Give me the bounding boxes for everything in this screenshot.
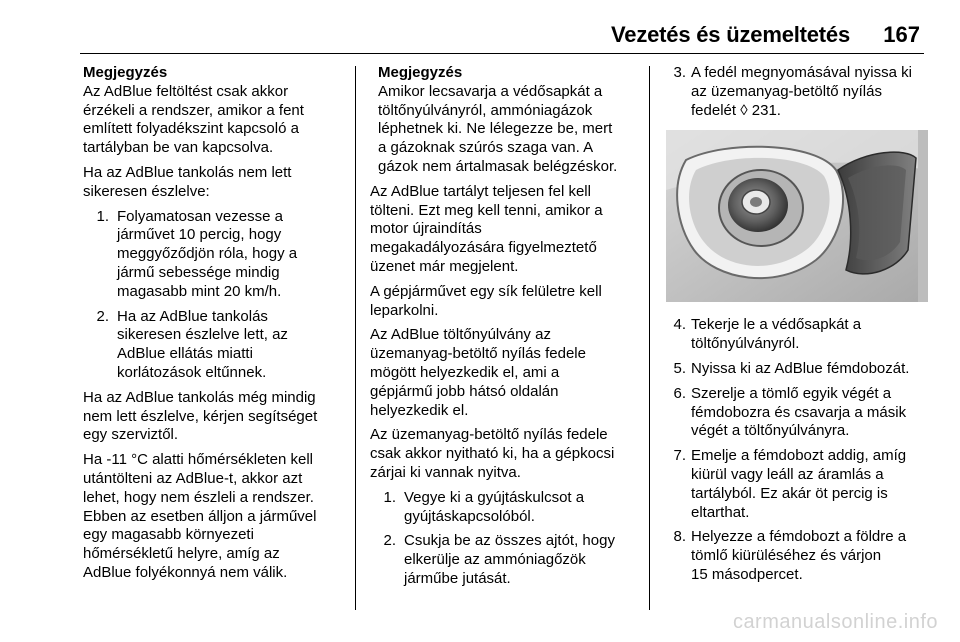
step-item bbox=[370, 489, 635, 527]
text-line: hőmérsékletű helyre, amíg az bbox=[83, 545, 280, 563]
paragraph bbox=[370, 426, 635, 482]
step-number: 2. bbox=[96, 307, 109, 325]
column-middle bbox=[370, 64, 635, 595]
text-line: Ha az AdBlue tankolás bbox=[117, 307, 268, 325]
text-line: töltőnyúlványról, ammóniagázok bbox=[378, 101, 593, 119]
text-line: tölteni. Ezt meg kell tenni, amikor a bbox=[370, 201, 603, 219]
step-number: 5. bbox=[673, 359, 686, 377]
text-line: az üzemanyag-betöltő nyílás bbox=[691, 82, 882, 100]
note-title: Megjegyzés bbox=[83, 64, 168, 81]
text-line: járművet 10 percig, hogy bbox=[117, 226, 282, 244]
text-line: fémdobozra és csavarja a másik bbox=[691, 403, 907, 421]
paragraph bbox=[370, 283, 635, 321]
text-line: léphetnek ki. Ne lélegezze be, mert bbox=[378, 120, 613, 138]
text-line: A gépjárművet egy sík felületre kell bbox=[370, 282, 602, 300]
column-divider bbox=[649, 66, 650, 610]
text-line: végét a töltőnyúlványra. bbox=[691, 422, 850, 440]
step-number: 2. bbox=[383, 532, 396, 550]
text-line: AdBlue folyékonnyá nem válik. bbox=[83, 563, 288, 581]
step-item bbox=[666, 316, 930, 354]
text-line: meggyőződjön róla, hogy a bbox=[117, 245, 298, 263]
text-line: gázok nem ártalmasak belégzéskor. bbox=[378, 157, 618, 175]
text-line: járműbe jutását. bbox=[404, 569, 511, 587]
step-number: 4. bbox=[673, 316, 686, 334]
text-line: lehet, hogy nem észleli a rendszer. bbox=[83, 488, 314, 506]
text-line: Az AdBlue töltőnyúlvány az bbox=[370, 326, 551, 344]
note-box bbox=[83, 64, 345, 158]
step-text bbox=[117, 208, 297, 300]
text-line: Helyezze a fémdobozt a földre a bbox=[691, 528, 907, 546]
text-line: töltőnyúlványról. bbox=[691, 335, 800, 353]
text-line: egy szerviztől. bbox=[83, 426, 179, 444]
page-title: Vezetés és üzemeltetés bbox=[611, 22, 850, 47]
text-line: csak akkor nyitható ki, ha a gépkocsi bbox=[370, 445, 615, 463]
fuel-filler-illustration bbox=[666, 130, 928, 302]
text-line: Emelje a fémdobozt addig, amíg bbox=[691, 447, 907, 465]
step-item bbox=[666, 447, 930, 522]
step-list bbox=[666, 64, 930, 120]
step-text bbox=[691, 316, 861, 352]
step-item bbox=[83, 308, 345, 383]
text-line: Az AdBlue feltöltést csak akkor bbox=[83, 82, 289, 100]
step-number: 3. bbox=[673, 64, 686, 81]
text-line: Folyamatosan vezesse a bbox=[117, 207, 283, 225]
text-line: Ha -11 °C alatti hőmérsékleten kell bbox=[83, 451, 313, 469]
text-line: elkerülje az ammóniagőzök bbox=[404, 551, 586, 569]
step-number: 1. bbox=[383, 488, 396, 506]
step-item bbox=[666, 385, 930, 441]
text-line: korlátozások eltűnnek. bbox=[117, 363, 267, 381]
paragraph bbox=[83, 389, 345, 445]
text-line: zárjai ki vannak nyitva. bbox=[370, 463, 521, 481]
text-line: tömlő kiürüléséhez és várjon bbox=[691, 547, 882, 565]
text-line: 15 másodpercet. bbox=[691, 565, 803, 583]
column-left bbox=[83, 64, 345, 589]
text-line: sikeresen észlelve: bbox=[83, 182, 210, 200]
step-number: 7. bbox=[673, 447, 686, 465]
text-line: gyújtáskapcsolóból. bbox=[404, 507, 535, 525]
text-line: helyezkedik el. bbox=[370, 401, 469, 419]
note-box bbox=[370, 64, 635, 177]
text-line: motor újraindítás bbox=[370, 220, 482, 238]
step-list bbox=[83, 208, 345, 383]
step-item bbox=[666, 360, 930, 379]
text-line: érzékeli a rendszer, amikor a fent bbox=[83, 101, 304, 119]
step-list bbox=[370, 489, 635, 589]
step-item bbox=[666, 528, 930, 584]
text-line: a gázoknak szúrós szaga van. A bbox=[378, 139, 594, 157]
step-item bbox=[83, 208, 345, 302]
text-line: Az AdBlue tartályt teljesen fel kell bbox=[370, 182, 591, 200]
step-list bbox=[666, 316, 930, 584]
column-divider bbox=[355, 66, 356, 610]
step-text bbox=[117, 308, 288, 381]
step-text bbox=[404, 489, 584, 525]
text-line: tartályban be van kapcsolva. bbox=[83, 139, 274, 157]
column-right bbox=[666, 64, 930, 591]
text-line: leparkolni. bbox=[370, 301, 439, 319]
text-line: Amikor lecsavarja a védősapkát a bbox=[378, 82, 603, 100]
text-line: Az üzemanyag-betöltő nyílás fedele bbox=[370, 426, 608, 444]
text-line: Ha az AdBlue tankolás még mindig bbox=[83, 388, 316, 406]
paragraph bbox=[370, 326, 635, 420]
step-item bbox=[666, 64, 930, 120]
text-line: magasabb mint 20 km/h. bbox=[117, 282, 282, 300]
text-line: gépjármű jobb hátsó oldalán bbox=[370, 382, 559, 400]
step-number: 6. bbox=[673, 384, 686, 402]
step-text bbox=[404, 532, 615, 587]
text-line: Nyissa ki az AdBlue fémdobozát. bbox=[691, 359, 910, 377]
text-line: tartályból. Ez akár öt percig is bbox=[691, 484, 888, 502]
step-text bbox=[691, 385, 906, 440]
note-title: Megjegyzés bbox=[378, 64, 463, 81]
text-line: említett folyadékszint kapcsoló a bbox=[83, 120, 299, 138]
paragraph bbox=[83, 164, 345, 202]
watermark: carmanualsonline.info bbox=[732, 611, 938, 633]
step-text bbox=[691, 447, 906, 520]
step-number: 1. bbox=[96, 207, 109, 225]
note-text bbox=[83, 83, 345, 158]
text-line: jármű sebessége mindig bbox=[117, 263, 280, 281]
step-text bbox=[691, 360, 909, 377]
page-header bbox=[0, 22, 960, 52]
text-line: fedelét ◊ 231. bbox=[691, 101, 781, 119]
text-line: üzemanyag-betöltő nyílás fedele bbox=[370, 345, 586, 363]
text-line: kiürül vagy leáll az áramlás a bbox=[691, 465, 884, 483]
text-line: Tekerje le a védősapkát a bbox=[691, 316, 862, 334]
header-rule bbox=[80, 53, 924, 54]
text-line: nem lett észlelve, kérjen segítséget bbox=[83, 407, 318, 425]
note-text bbox=[378, 83, 635, 177]
step-text bbox=[691, 528, 906, 583]
page-number: 167 bbox=[883, 22, 920, 47]
text-line: mögött helyezkedik el, ami a bbox=[370, 363, 560, 381]
step-number: 8. bbox=[673, 528, 686, 546]
text-line: megakadályozására figyelmeztető bbox=[370, 239, 597, 257]
step-text bbox=[691, 64, 912, 119]
text-line: eltarthat. bbox=[691, 503, 750, 521]
text-line: Csukja be az összes ajtót, hogy bbox=[404, 532, 615, 550]
text-line: sikeresen észlelve lett, az bbox=[117, 326, 288, 344]
text-line: üzenet már megjelent. bbox=[370, 257, 519, 275]
text-line: utántölteni az AdBlue-t, akkor azt bbox=[83, 469, 303, 487]
text-line: Vegye ki a gyújtáskulcsot a bbox=[404, 488, 585, 506]
text-line: Ebben az esetben álljon a járművel bbox=[83, 507, 317, 525]
paragraph bbox=[370, 183, 635, 277]
text-line: Ha az AdBlue tankolás nem lett bbox=[83, 163, 292, 181]
text-line: A fedél megnyomásával nyissa ki bbox=[691, 64, 912, 81]
fuel-filler-photo bbox=[666, 130, 928, 302]
text-line: egy magasabb környezeti bbox=[83, 526, 254, 544]
text-line: Szerelje a tömlő egyik végét a bbox=[691, 384, 892, 402]
step-item bbox=[370, 532, 635, 588]
text-line: AdBlue ellátás miatti bbox=[117, 345, 253, 363]
paragraph bbox=[83, 451, 345, 583]
